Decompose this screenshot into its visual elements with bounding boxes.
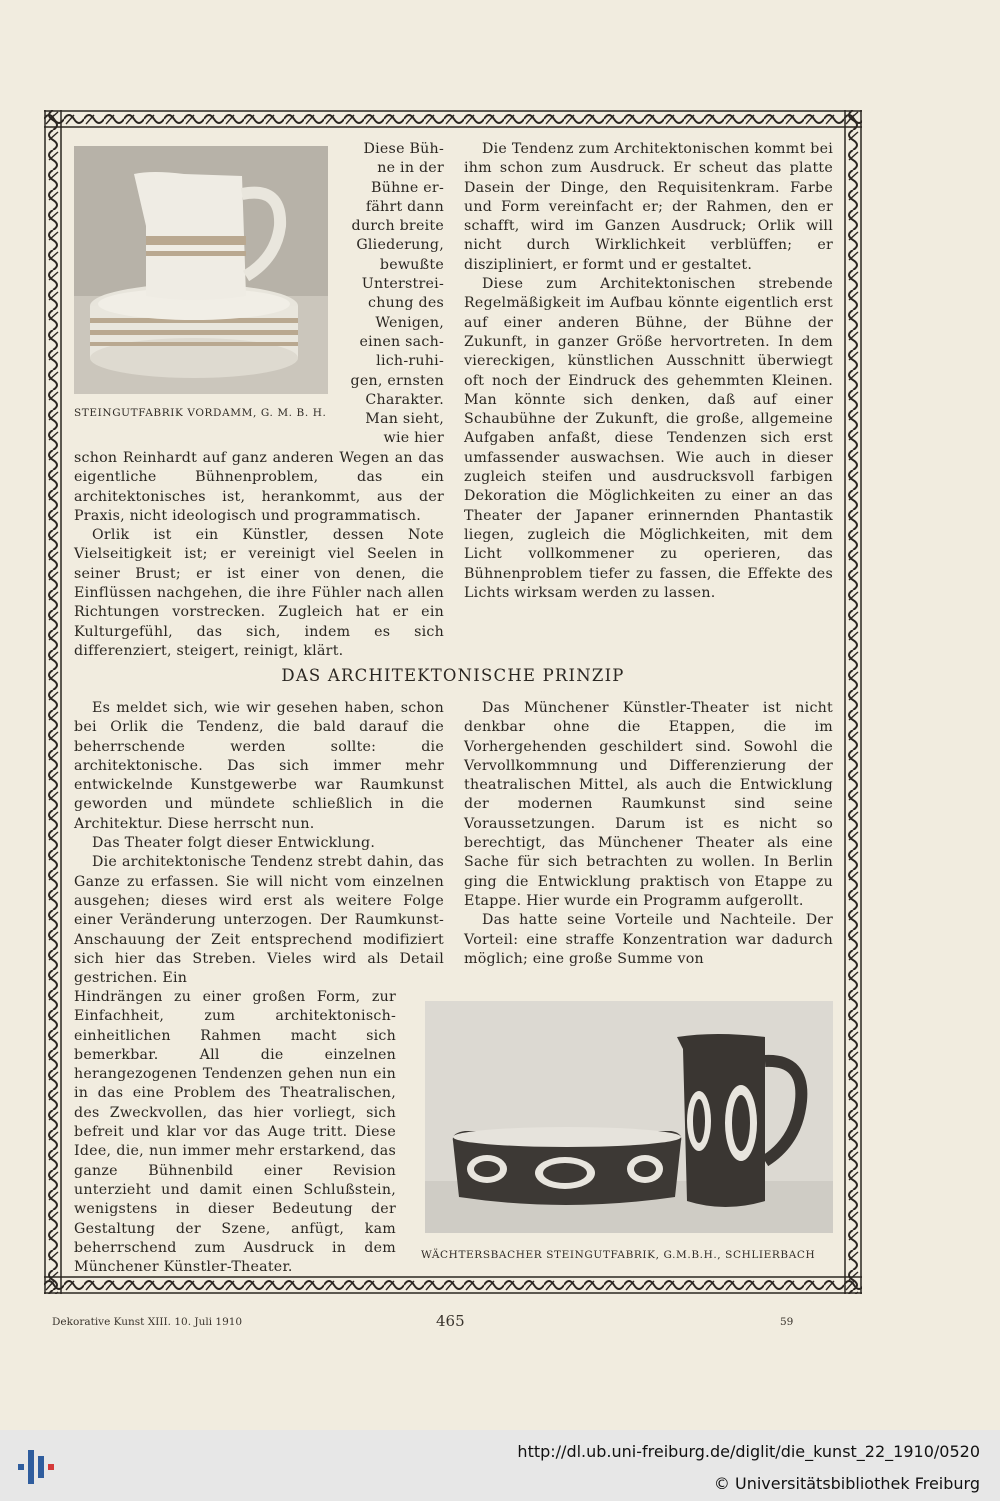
- right-column-lower: [464, 699, 833, 969]
- paragraph: Orlik ist ein Künstler, dessen Note Vielseitigkeit ist; er vereinigt viel Seelen in seiner Brust; er ist einer von denen, die Einflüssen nachgehen, die ihre Fühler nach allen Richtungen vorstrecken. Zugleich hat er ein Kulturgefühl, das sich, indem es sich differenziert, steigert, reinigt, klärt.: [74, 527, 444, 659]
- paragraph: Es meldet sich, wie wir gesehen haben, schon bei Orlik die Tendenz, die bald darauf die beherrschende werden sollte: die architektonische. Das sich immer mehr entwickelnde Kunstgewerbe war Raumkunst geworden und mündete schließlich in die Architektur. Diese herrscht nun.: [74, 700, 444, 832]
- paragraph: Hindrängen zu einer großen Form, zur Einfachheit, zum architektonisch-einheitlichen Rahmen macht sich bemerkbar. All die einzelnen herangezogenen Tendenzen gehen nun ein in das eine Problem des Theatralischen, des Zweckvollen, das hier vorliegt, sich befreit und klar vor das Auge tritt. Diese Idee, die, nun immer mehr erstarkend, das ganze Bühnenbild einer Revision unterzieht und damit einen Schlußstein, wenigstens in dieser Bedeutung der Gestaltung der Szene, anfügt, kam beherrschend zum Ausdruck in dem Münchener Künstler-Theater.: [74, 989, 396, 1276]
- narrow-line: lich-ruhi-: [376, 353, 444, 370]
- paragraph: Das hatte seine Vorteile und Nachteile. Der Vorteil: eine straffe Konzentration war dadurch möglich; eine große Summe von: [464, 912, 833, 967]
- narrow-line: chung des: [368, 295, 444, 312]
- left-column-lower: [74, 699, 444, 988]
- narrow-line: Wenigen,: [375, 314, 444, 331]
- paragraph: schon Reinhardt auf ganz anderen Wegen an das eigentliche Bühnenproblem, das ein architektonisches ist, herankommt, aus der Praxis, nicht ideologisch und programmatisch.: [74, 450, 444, 524]
- border-top: [44, 110, 862, 128]
- footer-journal: Dekorative Kunst XIII. 10. Juli 1910: [52, 1316, 243, 1328]
- narrow-line: Charakter.: [365, 391, 444, 408]
- left-column-narrow: [74, 988, 396, 1277]
- right-column-upper: [464, 140, 833, 603]
- library-bar: [0, 1430, 1000, 1501]
- narrow-line: wie hier: [383, 430, 444, 447]
- paragraph: Das Theater folgt dieser Entwicklung.: [92, 835, 376, 852]
- narrow-line: gen, ernsten: [350, 372, 444, 389]
- paragraph: Das Münchener Künstler-Theater ist nicht denkbar ohne die Etappen, die im Vorhergehenden geschildert sind. Sowohl die Vervollkommnung und Differenzierung der theatralischen Mittel, als auch die Entwicklung der modernen Raumkunst sind seine Voraussetzungen. Darum ist es nicht so berechtigt, das Münchener Theater als eine Sache für sich betrachten zu wollen. In Berlin ging die Entwicklung praktisch von Etappe zu Etappe. Hier wurde ein Programm aufgerollt.: [464, 700, 833, 909]
- footer-sheet-number: 59: [780, 1316, 794, 1328]
- border-left: [44, 110, 62, 1294]
- caption-bottom: WÄCHTERSBACHER STEINGUTFABRIK, G.M.B.H., SCHLIERBACH: [421, 1249, 816, 1261]
- left-column-upper: [74, 449, 444, 661]
- copyright-notice: © Universitätsbibliothek Freiburg: [713, 1474, 980, 1493]
- pitcher-basin-photo: [74, 146, 328, 394]
- narrow-column-text: [344, 140, 444, 449]
- narrow-line: bewußte: [379, 256, 444, 273]
- section-heading: DAS ARCHITEKTONISCHE PRINZIP: [281, 666, 625, 685]
- paragraph: Diese zum Architektonischen strebende Regelmäßigkeit im Aufbau könnte eigentlich erst auf einer anderen Bühne, der Bühne der Zukunft, in ganzer Größe hervortreten. In dem viereckigen, künstlichen Ausschnitt überwiegt oft noch der Eindruck des gehemmten Kleinen. Man könnte sich denken, daß auf einer Schaubühne der Zukunft, die große, allgemeine Aufgaben anfaßt, diese Tendenzen sich erst umfassender auswachsen. Wie auch in dieser zugleich steifen und ausdrucksvoll farbigen Dekoration die Möglichkeiten zu einer an das Theater der Japaner erinnernden Phantastik liegen, zugleich die Möglichkeiten, mit dem Licht vollkommener zu operieren, das Bühnenproblem tiefer zu fassen, die Effekte des Lichts wirksam werden zu lassen.: [464, 276, 833, 601]
- border-right: [844, 110, 862, 1294]
- source-url[interactable]: http://dl.ub.uni-freiburg.de/diglit/die_kunst_22_1910/0520: [517, 1442, 980, 1461]
- paragraph: Die architektonische Tendenz strebt dahin, das Ganze zu erfassen. Sie will nicht vom einzelnen ausgehen; dieses wird erst als weitere Folge einer Veränderung unterzogen. Der Raumkunst-Anschauung der Zeit entsprechend modifiziert sich hier das Streben. Vieles wird als Detail gestrichen. Ein: [74, 854, 444, 987]
- narrow-line: ne in der: [377, 160, 444, 177]
- bowl-jug-photo: [425, 1001, 833, 1233]
- narrow-line: fährt dann: [365, 198, 444, 215]
- border-bottom: [44, 1276, 862, 1294]
- narrow-line: Bühne er-: [371, 179, 444, 196]
- paragraph: Die Tendenz zum Architektonischen kommt bei ihm schon zum Ausdruck. Er scheut das platte Dasein der Dinge, den Requisitenkram. Farbe und Form vereinfacht er; der Rahmen, den er schafft, wird im Ganzen Ausdruck; Orlik will nicht durch Wirklichkeit verblüffen; er diszipliniert, er formt und er gestaltet.: [464, 141, 833, 273]
- narrow-line: Man sieht,: [365, 411, 444, 428]
- caption-top: STEINGUTFABRIK VORDAMM, G. M. B. H.: [74, 407, 327, 419]
- narrow-line: Unterstrei-: [361, 276, 444, 293]
- narrow-line: einen sach-: [359, 333, 444, 350]
- narrow-line: Diese Büh-: [363, 141, 444, 157]
- narrow-line: durch breite: [351, 218, 444, 235]
- footer-page-number: 465: [436, 1312, 465, 1330]
- narrow-line: Gliederung,: [356, 237, 444, 254]
- ub-freiburg-logo-icon: [14, 1444, 64, 1490]
